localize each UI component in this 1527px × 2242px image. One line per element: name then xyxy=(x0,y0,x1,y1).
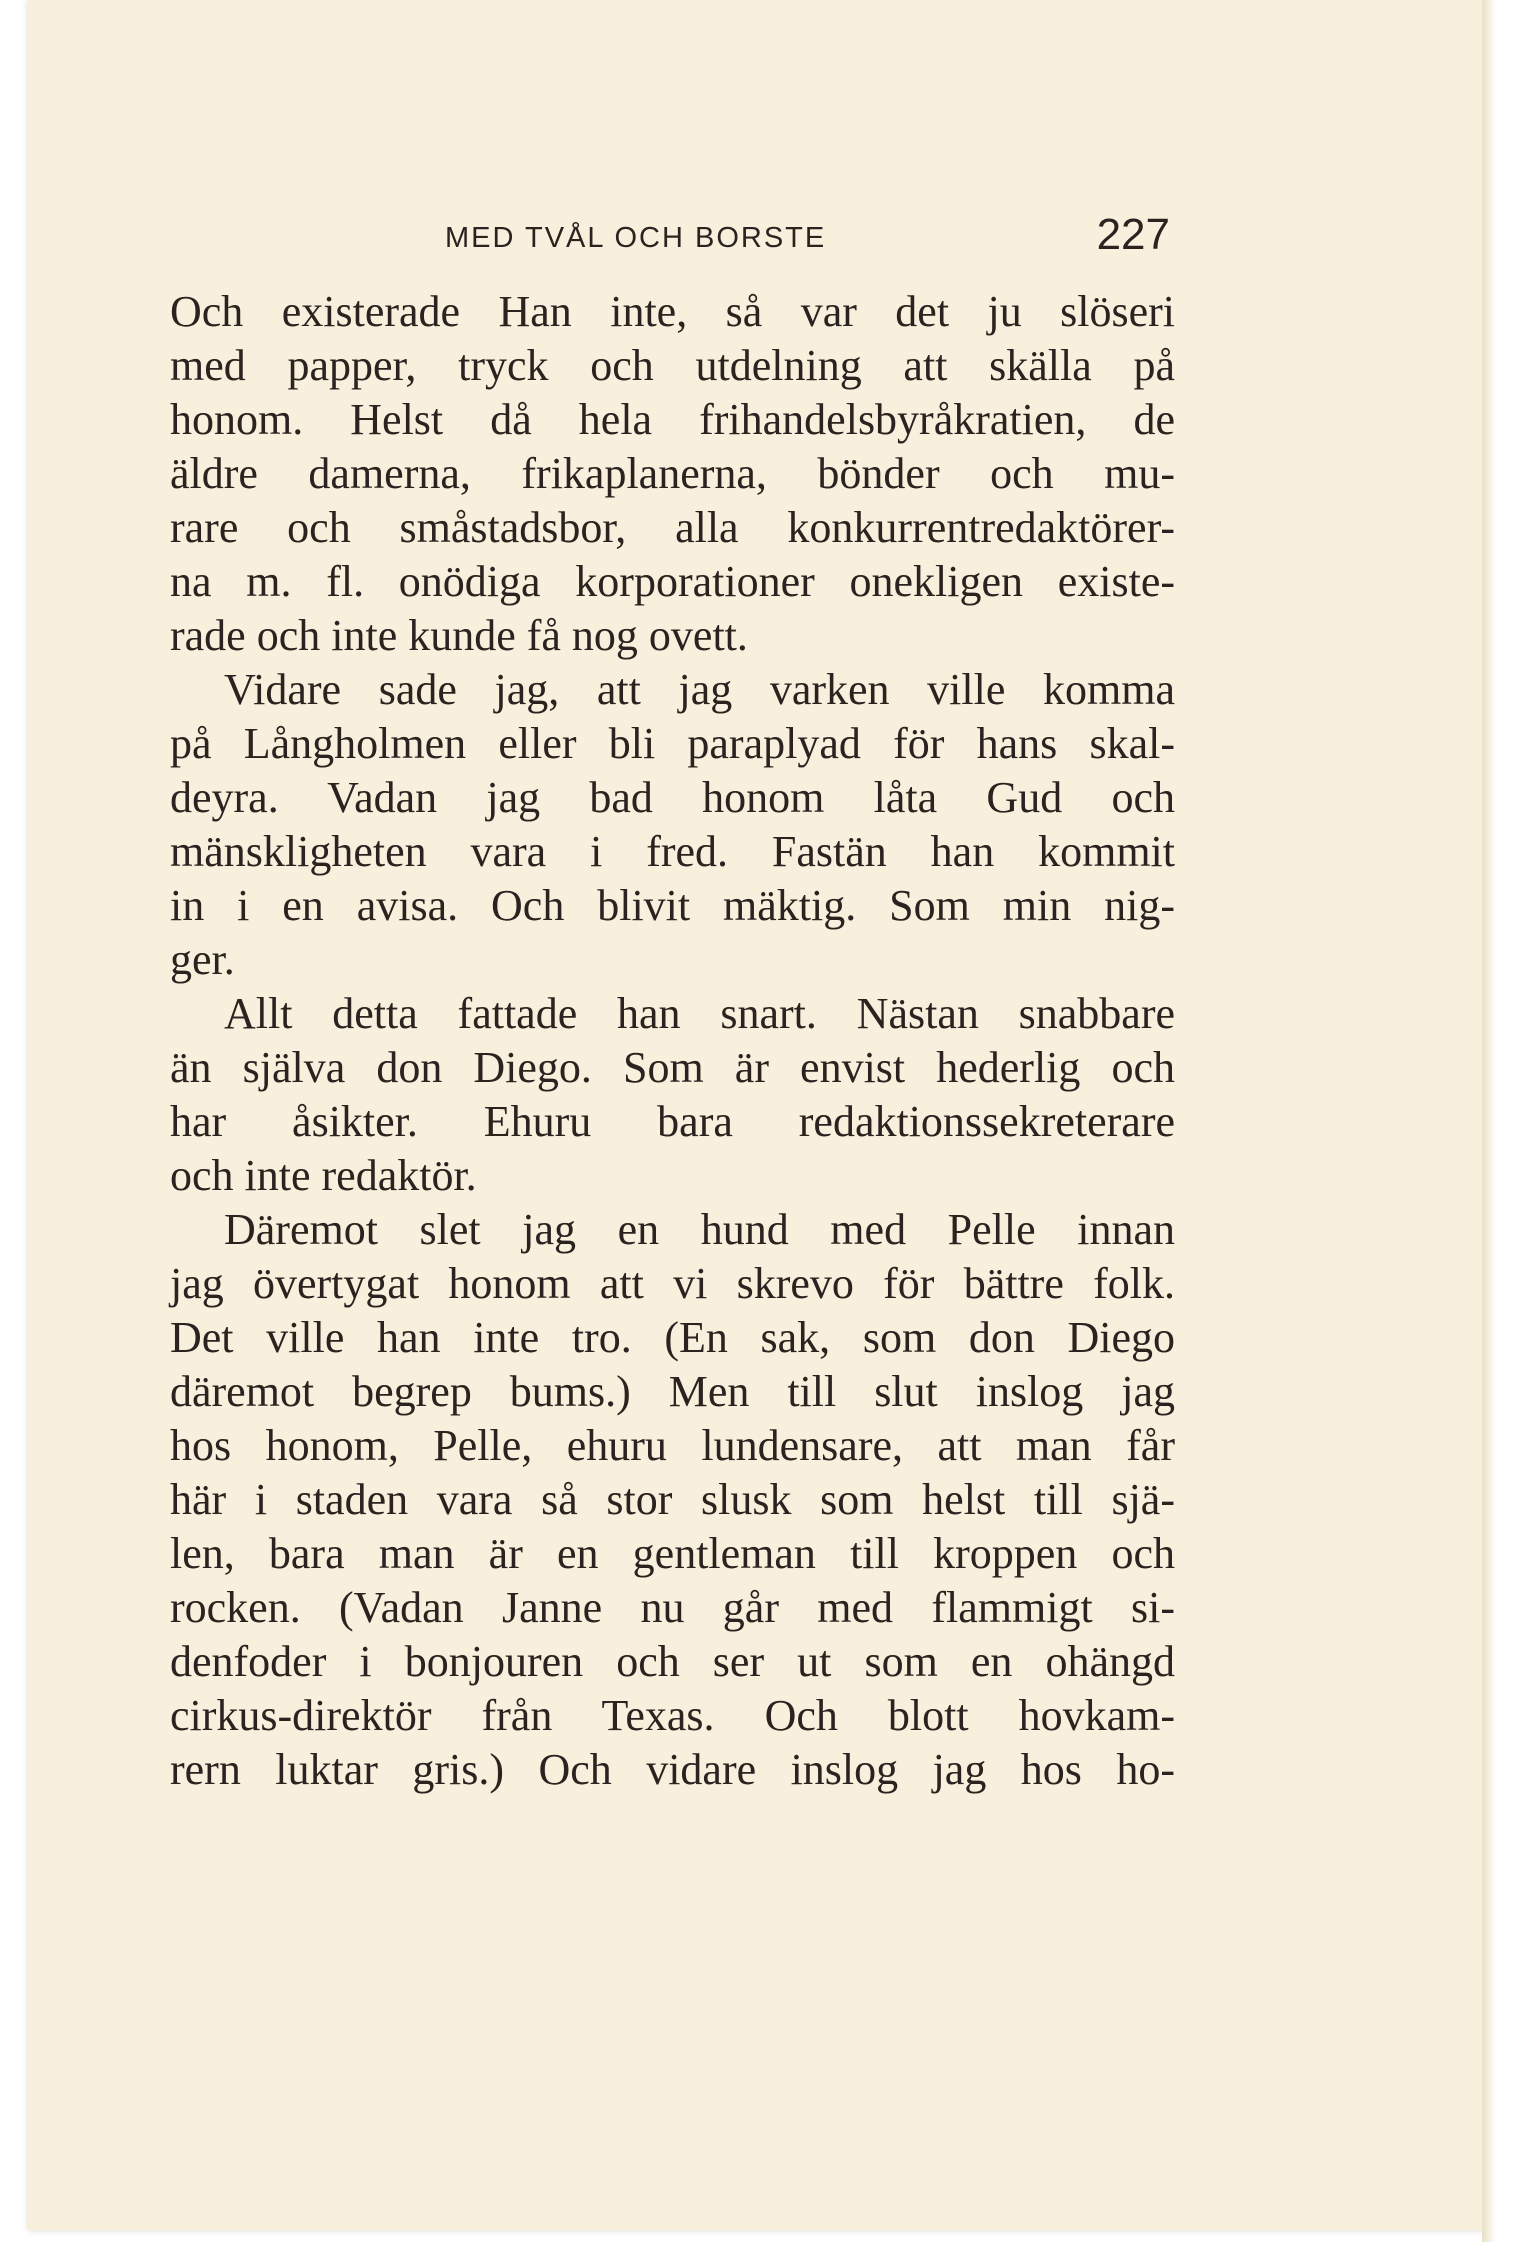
text-line: rern luktar gris.) Och vidare inslog jag hos ho- xyxy=(170,1745,1175,1794)
text-line: honom. Helst då hela frihandelsbyråkratien, de xyxy=(170,395,1175,444)
text-line: äldre damerna, frikaplanerna, bönder och mu- xyxy=(170,449,1175,498)
text-line: här i staden vara så stor slusk som helst till sjä- xyxy=(170,1475,1175,1524)
text-line: Allt detta fattade han snart. Nästan snabbare xyxy=(224,989,1175,1038)
text-line: mänskligheten vara i fred. Fastän han kommit xyxy=(170,827,1175,876)
text-line: och inte redaktör. xyxy=(170,1151,477,1200)
text-line: jag övertygat honom att vi skrevo för bättre folk. xyxy=(170,1259,1175,1308)
page-edge-shadow xyxy=(1482,0,1496,2242)
text-line: ger. xyxy=(170,935,235,984)
text-line: Det ville han inte tro. (En sak, som don Diego xyxy=(170,1313,1175,1362)
text-line: cirkus-direktör från Texas. Och blott hovkam- xyxy=(170,1691,1175,1740)
text-line: deyra. Vadan jag bad honom låta Gud och xyxy=(170,773,1175,822)
body-text xyxy=(170,285,1175,1797)
text-line: däremot begrep bums.) Men till slut inslog jag xyxy=(170,1367,1175,1416)
text-line: denfoder i bonjouren och ser ut som en ohängd xyxy=(170,1637,1175,1686)
text-line: rare och småstadsbor, alla konkurrentredaktörer- xyxy=(170,503,1175,552)
text-line: än själva don Diego. Som är envist hederlig och xyxy=(170,1043,1175,1092)
text-line: Vidare sade jag, att jag varken ville komma xyxy=(224,665,1175,714)
text-line: hos honom, Pelle, ehuru lundensare, att man får xyxy=(170,1421,1175,1470)
text-line: Och existerade Han inte, så var det ju slöseri xyxy=(170,287,1175,336)
text-line: rade och inte kunde få nog ovett. xyxy=(170,611,748,660)
text-line: len, bara man är en gentleman till kroppen och xyxy=(170,1529,1175,1578)
text-line: har åsikter. Ehuru bara redaktionssekreterare xyxy=(170,1097,1175,1146)
page-number: 227 xyxy=(1096,210,1170,259)
page-header xyxy=(170,210,1170,270)
text-line: in i en avisa. Och blivit mäktig. Som min nig- xyxy=(170,881,1175,930)
text-line: rocken. (Vadan Janne nu går med flammigt si- xyxy=(170,1583,1175,1632)
text-line: na m. fl. onödiga korporationer onekligen existe- xyxy=(170,557,1175,606)
text-line: med papper, tryck och utdelning att skälla på xyxy=(170,341,1175,390)
running-title: MED TVÅL OCH BORSTE xyxy=(445,222,827,254)
text-line: på Långholmen eller bli paraplyad för hans skal- xyxy=(170,719,1175,768)
text-line: Däremot slet jag en hund med Pelle innan xyxy=(224,1205,1175,1254)
